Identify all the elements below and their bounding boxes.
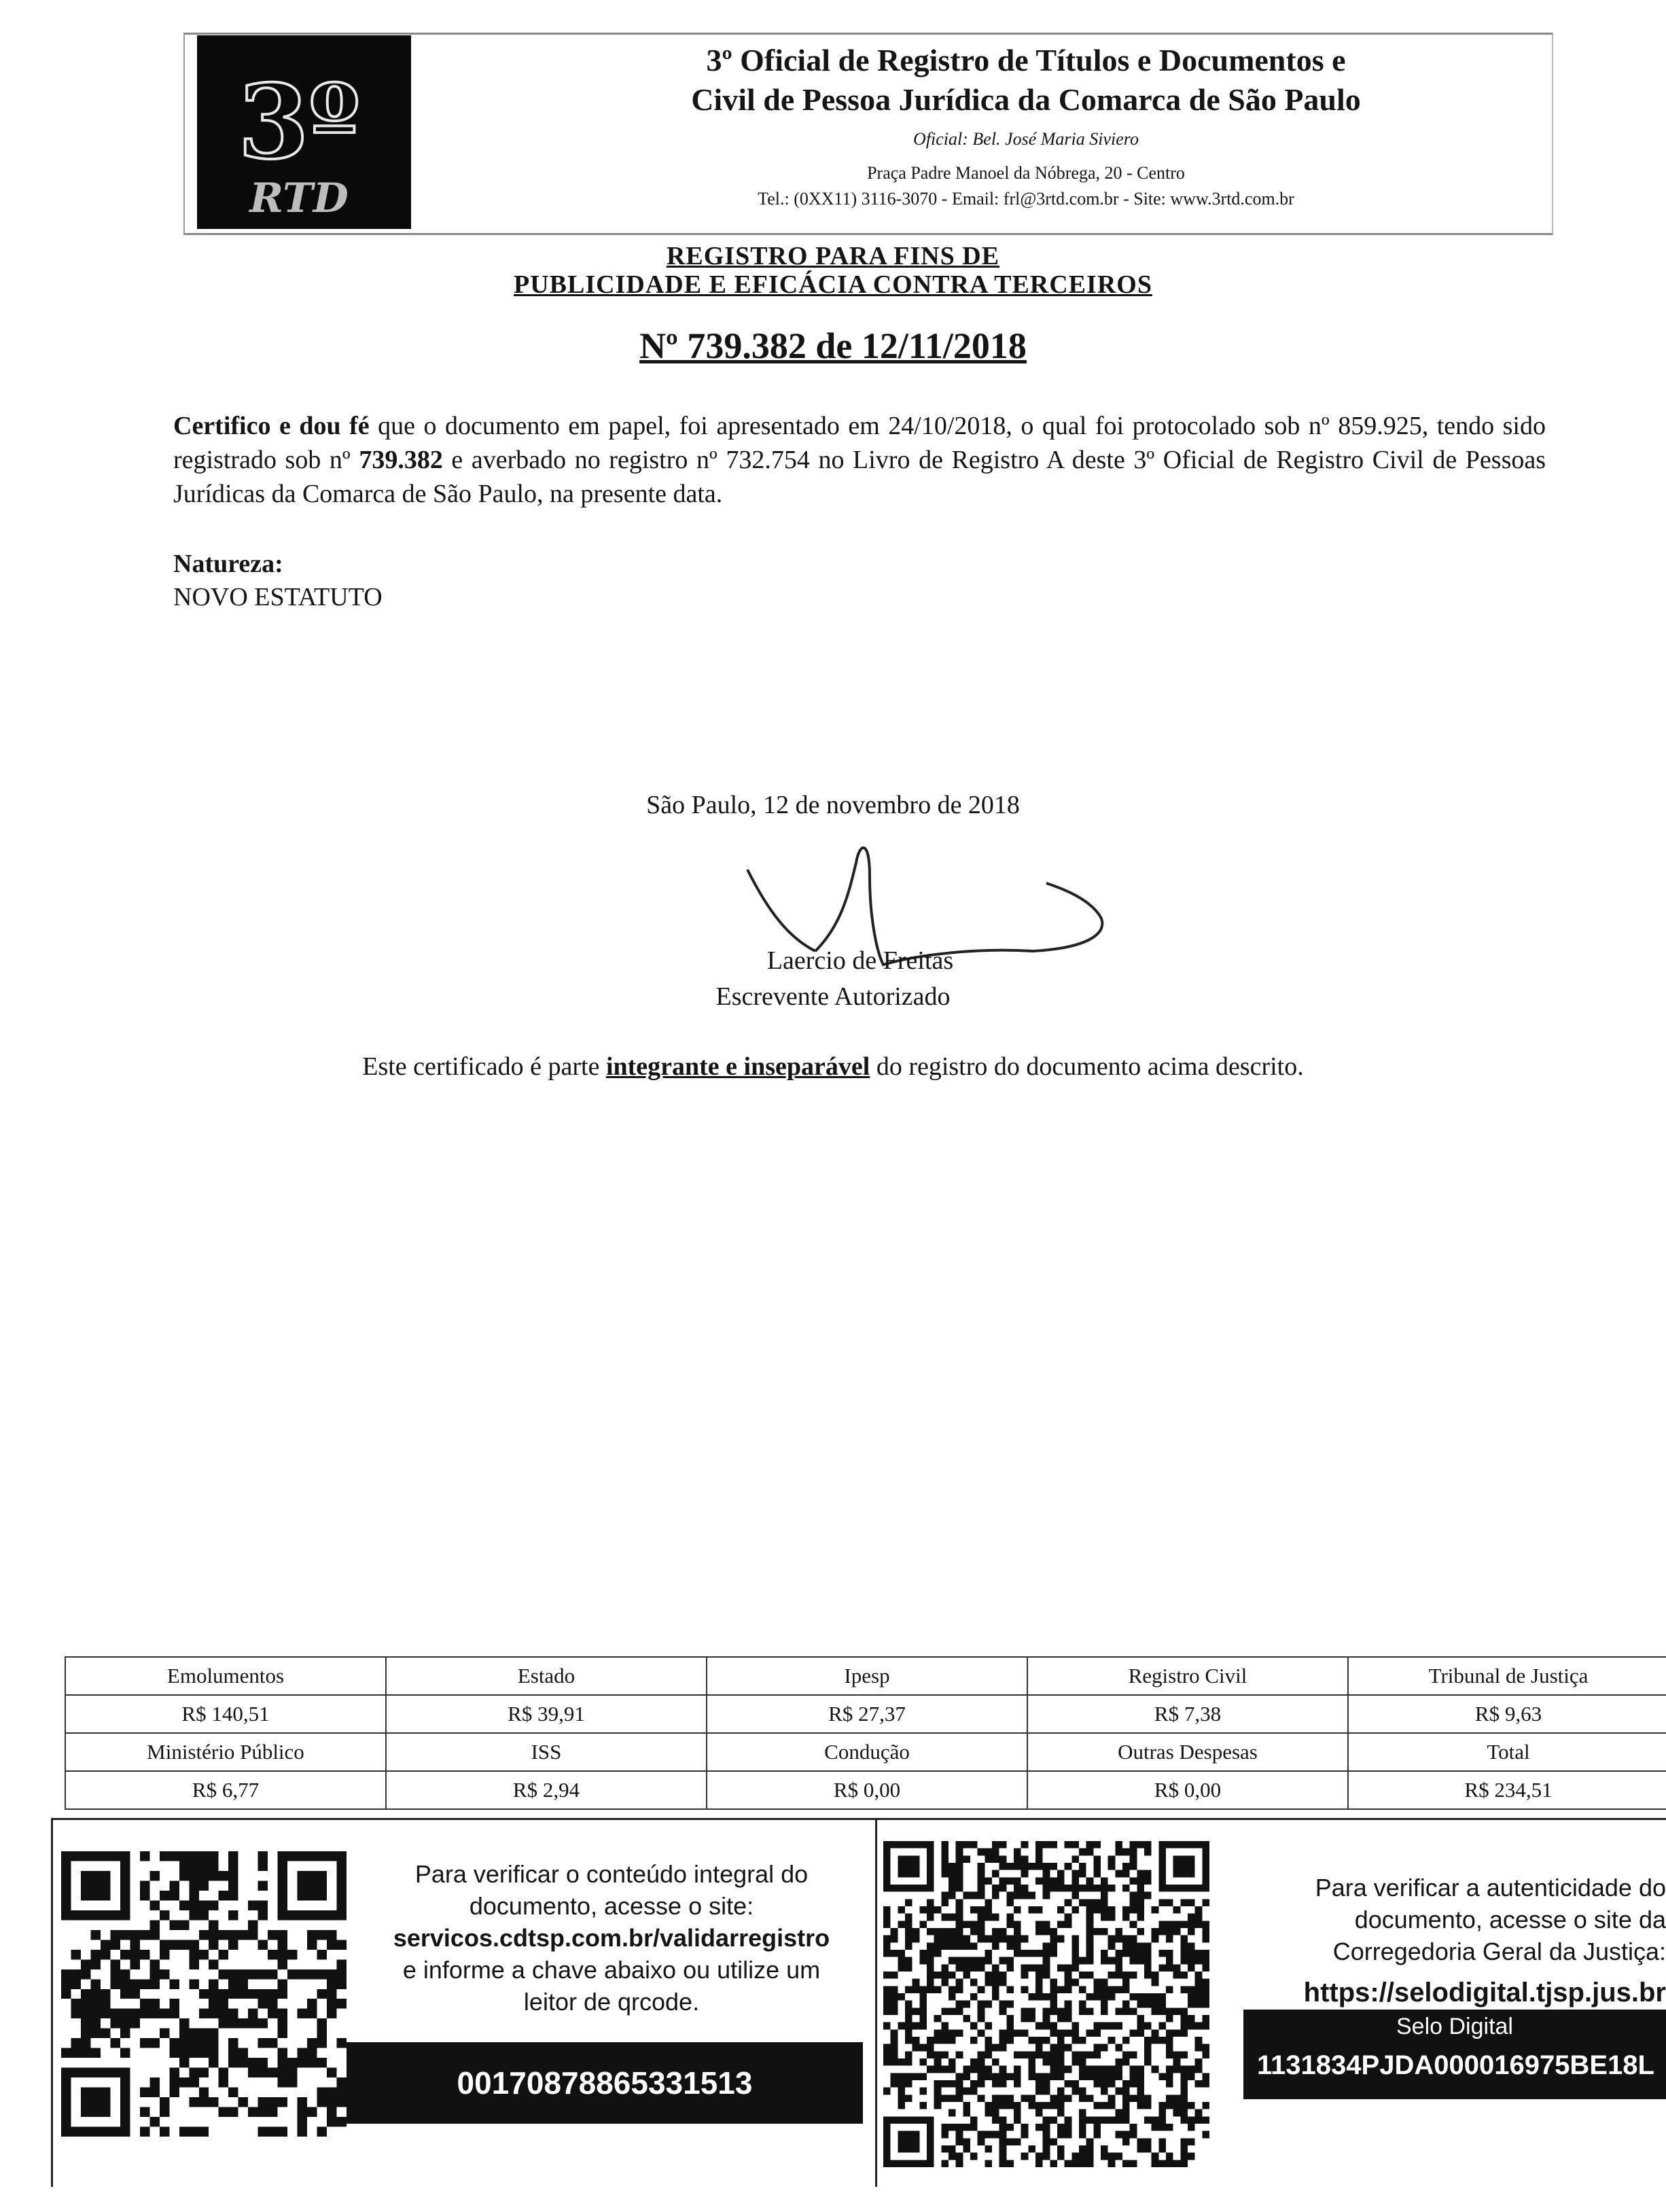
fee-value: R$ 234,51 — [1348, 1771, 1666, 1809]
fee-label: ISS — [386, 1733, 707, 1771]
fee-label: Estado — [386, 1657, 707, 1695]
verification-key: 00170878865331513 — [347, 2042, 863, 2124]
nature-label: Natureza: — [173, 550, 283, 578]
logo-text: RTD — [249, 175, 349, 222]
fee-label: Condução — [707, 1733, 1027, 1771]
signature-stroke — [741, 836, 1121, 1005]
fee-value: R$ 9,63 — [1348, 1695, 1666, 1733]
fee-label: Tribunal de Justiça — [1348, 1657, 1666, 1695]
verify-right-site[interactable]: https://selodigital.tjsp.jus.br — [1303, 1978, 1666, 2008]
header-title-line2: Civil de Pessoa Jurídica da Comarca de São Paulo — [691, 82, 1361, 117]
qrcode-content-icon[interactable] — [61, 1844, 347, 2143]
verify-left-line1: Para verificar o conteúdo integral do — [414, 1860, 809, 1888]
seal-code: 1131834PJDA000016975BE18L — [1257, 2050, 1654, 2080]
seal-label: Selo Digital — [1396, 2014, 1513, 2039]
header-oficial: Oficial: Bel. José Maria Siviero — [913, 129, 1139, 149]
verify-right-line3: Corregedoria Geral da Justiça: — [1332, 1938, 1666, 1965]
registry-logo — [197, 35, 411, 229]
registration-title-line2: PUBLICIDADE E EFICÁCIA CONTRA TERCEIROS — [514, 270, 1152, 299]
registration-number: Nº 739.382 de 12/11/2018 — [639, 325, 1027, 366]
fee-value: R$ 0,00 — [1027, 1771, 1348, 1809]
fee-label: Total — [1348, 1733, 1666, 1771]
fee-label: Registro Civil — [1027, 1657, 1348, 1695]
fee-value: R$ 0,00 — [707, 1771, 1027, 1809]
fee-value: R$ 6,77 — [65, 1771, 386, 1809]
fee-value: R$ 27,37 — [707, 1695, 1027, 1733]
signer-role: Escrevente Autorizado — [715, 982, 951, 1011]
header-title-line1: 3º Oficial de Registro de Títulos e Documentos e — [706, 43, 1346, 77]
certificate-note: Este certificado é parte integrante e inseparável do registro do documento acima descrito. — [362, 1052, 1304, 1081]
verify-right-text — [1230, 1872, 1666, 2009]
qrcode-seal-icon[interactable] — [883, 1834, 1209, 2174]
fee-label: Ministério Público — [65, 1733, 386, 1771]
certification-paragraph: Certifico e dou fé que o documento em papel, foi apresentado em 24/10/2018, o qual foi protocolado sob nº 859.925, tendo sido registrado sob nº 739.382 e averbado no registro nº 732.754 no Livro de Registro A deste 3º Oficial de Registro Civil de Pessoas Jurídicas da Comarca de São Paulo, na presente data. — [173, 412, 1546, 508]
fee-value: R$ 39,91 — [386, 1695, 707, 1733]
verify-left-line2: documento, acesse o site: — [469, 1892, 754, 1920]
header-address: Praça Padre Manoel da Nóbrega, 20 - Centro — [867, 163, 1185, 183]
fees-table — [65, 1656, 1666, 1810]
verify-left-line3: e informe a chave abaixo ou utilize um — [402, 1956, 821, 1984]
fee-label: Emolumentos — [65, 1657, 386, 1695]
fees-row-values-1 — [65, 1695, 1666, 1733]
registration-title-line1: REGISTRO PARA FINS DE — [666, 242, 1000, 270]
fees-row-values-2 — [65, 1771, 1666, 1809]
verify-left-line4: leitor de qrcode. — [523, 1988, 700, 2016]
fee-value: R$ 140,51 — [65, 1695, 386, 1733]
verify-left-text — [367, 1858, 856, 2018]
fee-value: R$ 7,38 — [1027, 1695, 1348, 1733]
place-date: São Paulo, 12 de novembro de 2018 — [646, 791, 1020, 819]
logo-number: 3º — [238, 63, 360, 182]
fee-label: Ipesp — [707, 1657, 1027, 1695]
signer-name: Laercio de Freitas — [766, 946, 954, 975]
fee-value: R$ 2,94 — [386, 1771, 707, 1809]
digital-seal-box — [1243, 2010, 1666, 2099]
fees-row-labels-2 — [65, 1733, 1666, 1771]
verify-right-line1: Para verificar a autenticidade do — [1315, 1874, 1666, 1902]
fees-row-labels-1 — [65, 1657, 1666, 1695]
header-contact: Tel.: (0XX11) 3116-3070 - Email: frl@3rtd.com.br - Site: www.3rtd.com.br — [758, 189, 1294, 209]
nature-value: NOVO ESTATUTO — [173, 583, 383, 611]
verify-left-site[interactable]: servicos.cdtsp.com.br/validarregistro — [393, 1924, 830, 1952]
verify-right-line2: documento, acesse o site da — [1354, 1906, 1666, 1933]
fee-label: Outras Despesas — [1027, 1733, 1348, 1771]
